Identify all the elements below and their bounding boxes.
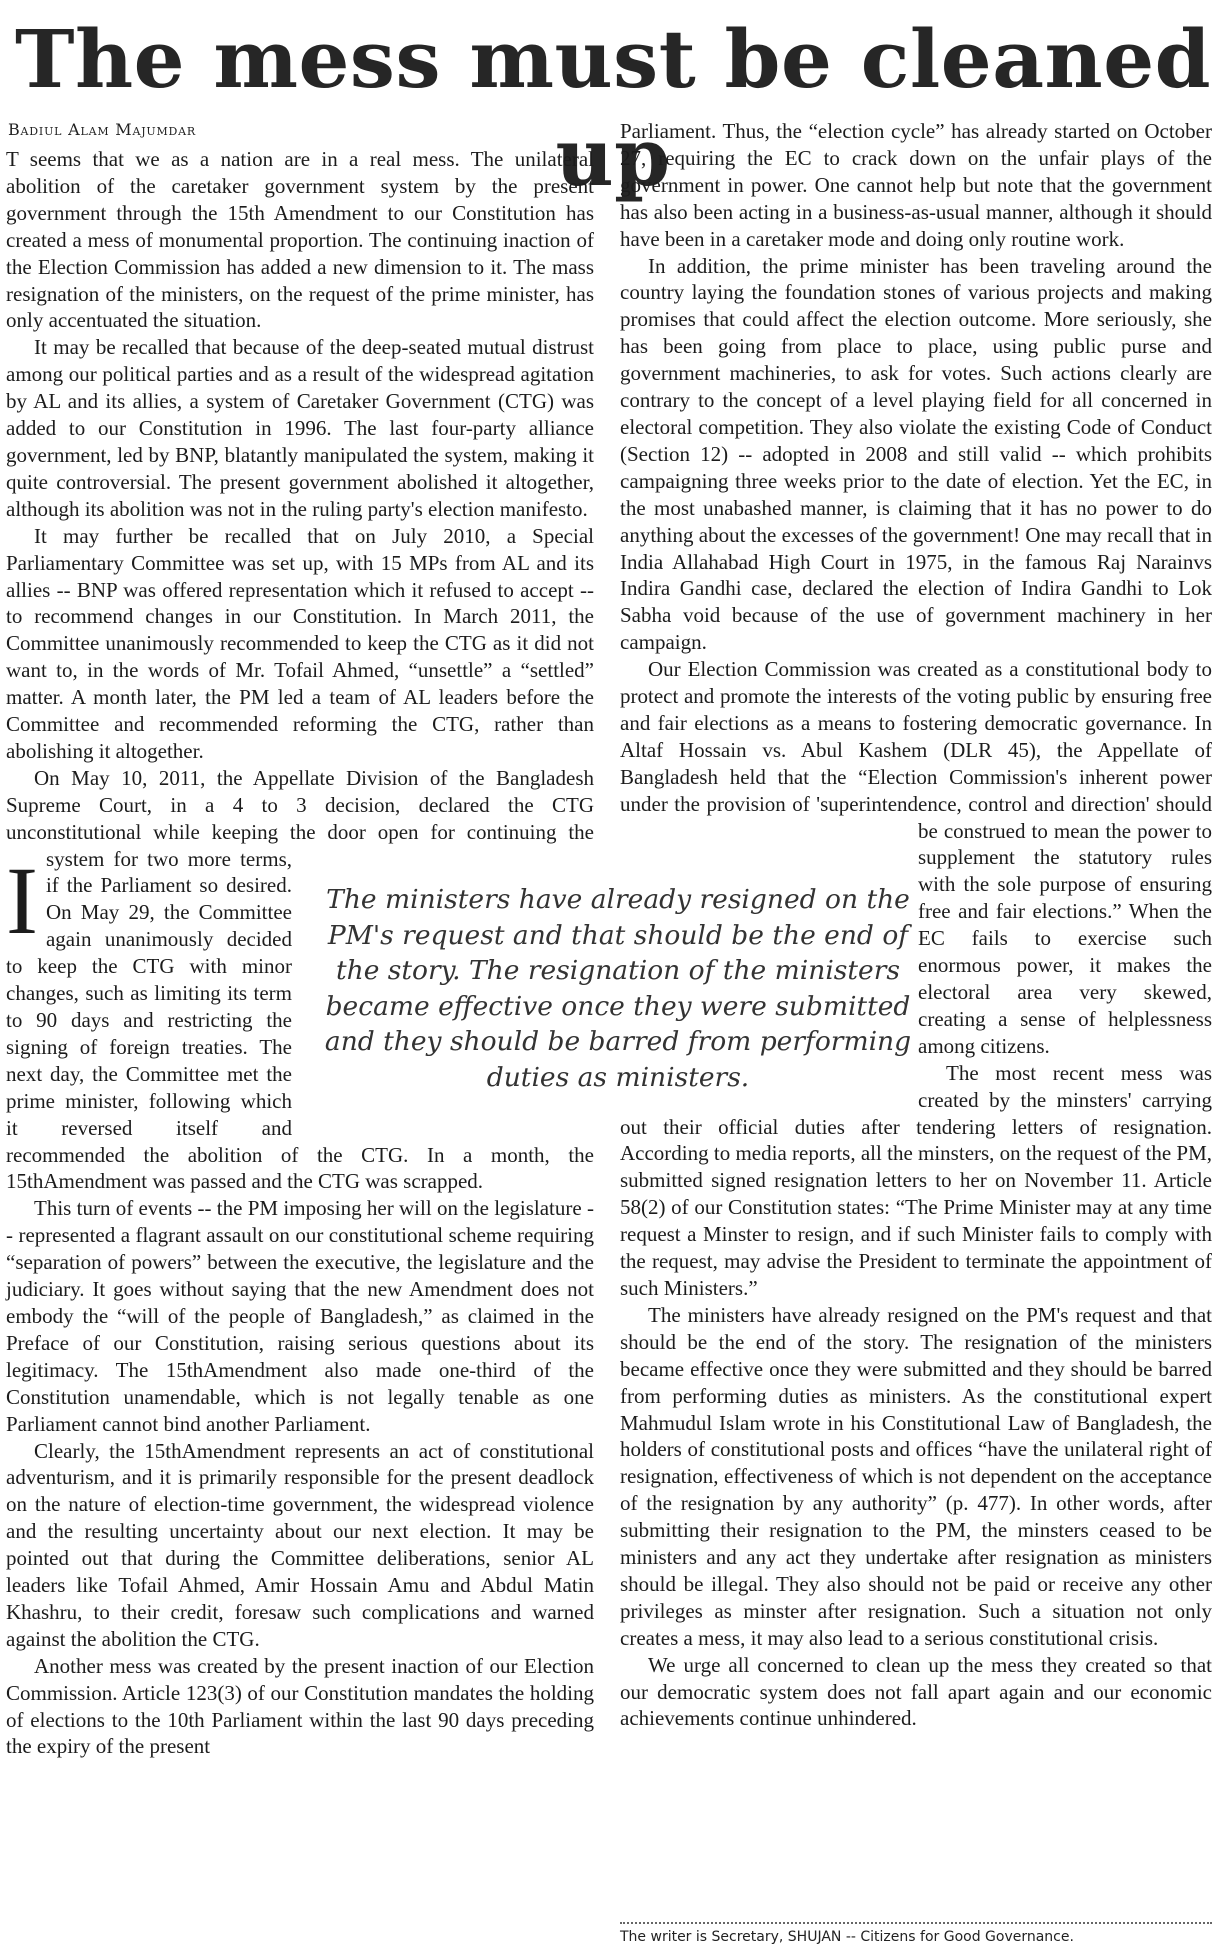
article-paragraph: The ministers have already resigned on the PM's request and that should be the end of the story. The resignation of the ministers became effective once they were submitted and they should be barred from performing duties as ministers. As the constitutional expert Mahmudul Islam wrote in his Constitutional Law of Bangladesh, the holders of constitutional posts and offices “have the unilateral right of resignation, effectiveness of which is not dependent on the acceptance of the resignation by any authority” (p. 477). In other words, after submitting their resignation to the PM, the minsters ceased to be ministers and any act they undertake after resignation as ministers should be illegal. They also should not be paid or receive any other privileges as minster after resignation. Such a situation not only creates a mess, it may also lead to a serious constitutional crisis. xyxy=(620,1302,1212,1650)
article-paragraph: On May 10, 2011, the Appellate Division of the Bangladesh Supreme Court, in a 4 to 3 decision, declared the CTG unconstitutional while keeping the door open for continuing the system for two more terms, if the Parliament so desired. On May 29, the Committee again unanimously decided to keep the CTG with minor changes, such as limiting its term to 90 days and restricting the signing of foreign treaties. The next day, the Committee met the prime minister, following which it reversed itself and recommended the abolition of the CTG. In a month, the 15thAmendment was passed and the CTG was scrapped. xyxy=(6,765,594,1194)
article-paragraph: Clearly, the 15thAmendment represents an act of constitutional adventurism, and it is primarily responsible for the present deadlock on the nature of election-time government, the widespread violence and the resulting uncertainty about our next election. It may be pointed out that during the Committee deliberations, senior AL leaders like Tofail Ahmed, Amir Hossain Amu and Abdul Matin Khashru, to their credit, foresaw such complications and warned against the abolition the CTG. xyxy=(6,1438,594,1651)
author-credit: The writer is Secretary, SHUJAN -- Citizens for Good Governance. xyxy=(620,1929,1074,1945)
drop-cap: I xyxy=(6,847,38,954)
article-paragraph: Parliament. Thus, the “election cycle” has already started on October 27, requiring the EC to crack down on the unfair plays of the government in power. One cannot help but note that the government has also been acting in a business-as-usual manner, although it should have been in a caretaker mode and doing only routine work. xyxy=(620,119,1212,251)
article-paragraph: Another mess was created by the present inaction of our Election Commission. Article 123(3) of our Constitution mandates the holding of elections to the 10th Parliament within the last 90 days preceding the expiry of the present xyxy=(6,1653,594,1759)
article-paragraph: Our Election Commission was created as a constitutional body to protect and promote the interests of the voting public by ensuring free and fair elections as a means to fostering democratic governance. In Altaf Hossain vs. Abul Kashem (DLR 45), the Appellate of Bangladesh held that the “Election Commission's inherent power under the provision of 'superintendence, control and direction' should be construed to mean the power to supplement the statutory rules with the sole purpose of ensuring free and fair elections.” When the EC fails to exercise such enormous power, it makes the electoral area very skewed, creating a sense of helplessness among citizens. xyxy=(620,657,1212,1058)
credit-divider xyxy=(620,1922,1212,1924)
article-paragraph: This turn of events -- the PM imposing her will on the legislature -- represented a flagrant assault on our constitutional scheme requiring “separation of powers” between the executive, the legislature and the judiciary. It goes without saying that the new Amendment does not embody the “will of the people of Bangladesh,” as claimed in the Preface of our Constitution, raising serious questions about its legitimacy. The 15thAmendment also made one-third of the Constitution unamendable, which is not legally tenable as one Parliament cannot bind another Parliament. xyxy=(6,1196,594,1436)
article-paragraph: We urge all concerned to clean up the mess they created so that our democratic system does not fall apart again and our economic achievements continue unhindered. xyxy=(620,1652,1212,1731)
pull-quote: The ministers have already resigned on the PM's request and that should be the end of the story. The resignation of the ministers became effective once they were submitted and they should be barred from performing duties as ministers. xyxy=(324,884,912,1093)
article-paragraph: It may further be recalled that on July 2010, a Special Parliamentary Committee was set up, with 15 MPs from AL and its allies -- BNP was offered representation which it refused to accept -- to recommend changes in our Constitution. In March 2011, the Committee unanimously recommended to keep the CTG as it did not want to, in the words of Mr. Tofail Ahmed, “unsettle” a “settled” matter. A month later, the PM led a team of AL leaders before the Committee and recommended reforming the CTG, rather than abolishing it altogether. xyxy=(6,523,594,763)
article-paragraph: I T seems that we as a nation are in a real mess. The unilateral abolition of the caretaker government system by the present government through the 15th Amendment to our Constitution has created a mess of monumental proportion. The continuing inaction of the Election Commission has added a new dimension to it. The mass resignation of the ministers, on the request of the prime minister, has only accentuated the situation. xyxy=(6,147,594,954)
article-paragraph: In addition, the prime minister has been traveling around the country laying the foundation stones of various projects and making promises that could affect the election outcome. More seriously, she has been going from place to place, using public purse and government machineries, to ask for votes. Such actions clearly are contrary to the concept of a level playing field for all concerned in electoral competition. They also violate the existing Code of Conduct (Section 12) -- adopted in 2008 and still valid -- which prohibits campaigning three weeks prior to the date of election. Yet the EC, in the most unabashed manner, is claiming that it has no power to do anything about the excesses of the government! One may recall that in India Allahabad High Court in 1975, in the famous Raj Narainvs Indira Gandhi case, declared the election of Indira Gandhi to Lok Sabha void because of the use of government machinery in her campaign. xyxy=(620,253,1212,655)
article-paragraph: It may be recalled that because of the deep-seated mutual distrust among our political parties and as a result of the widespread agitation by AL and its allies, a system of Caretaker Government (CTG) was added to our Constitution in 1996. The last four-party alliance government, led by BNP, blatantly manipulated the system, making it quite controversial. The present government abolished it altogether, although its abolition was not in the ruling party's election manifesto. xyxy=(6,335,594,521)
byline: Badiul Alam Majumdar xyxy=(8,120,196,139)
headline: The mess must be cleaned up xyxy=(14,12,1212,204)
article-paragraph: The most recent mess was created by the minsters' carrying out their official duties after tendering letters of resignation. According to media reports, all the minsters, on the request of the PM, submitted signed resignation letters to her on November 11. Article 58(2) of our Constitution states: “The Prime Minister may at any time request a Minster to resign, and if such Minister fails to comply with the request, may advise the President to terminate the appointment of such Ministers.” xyxy=(620,1060,1212,1300)
